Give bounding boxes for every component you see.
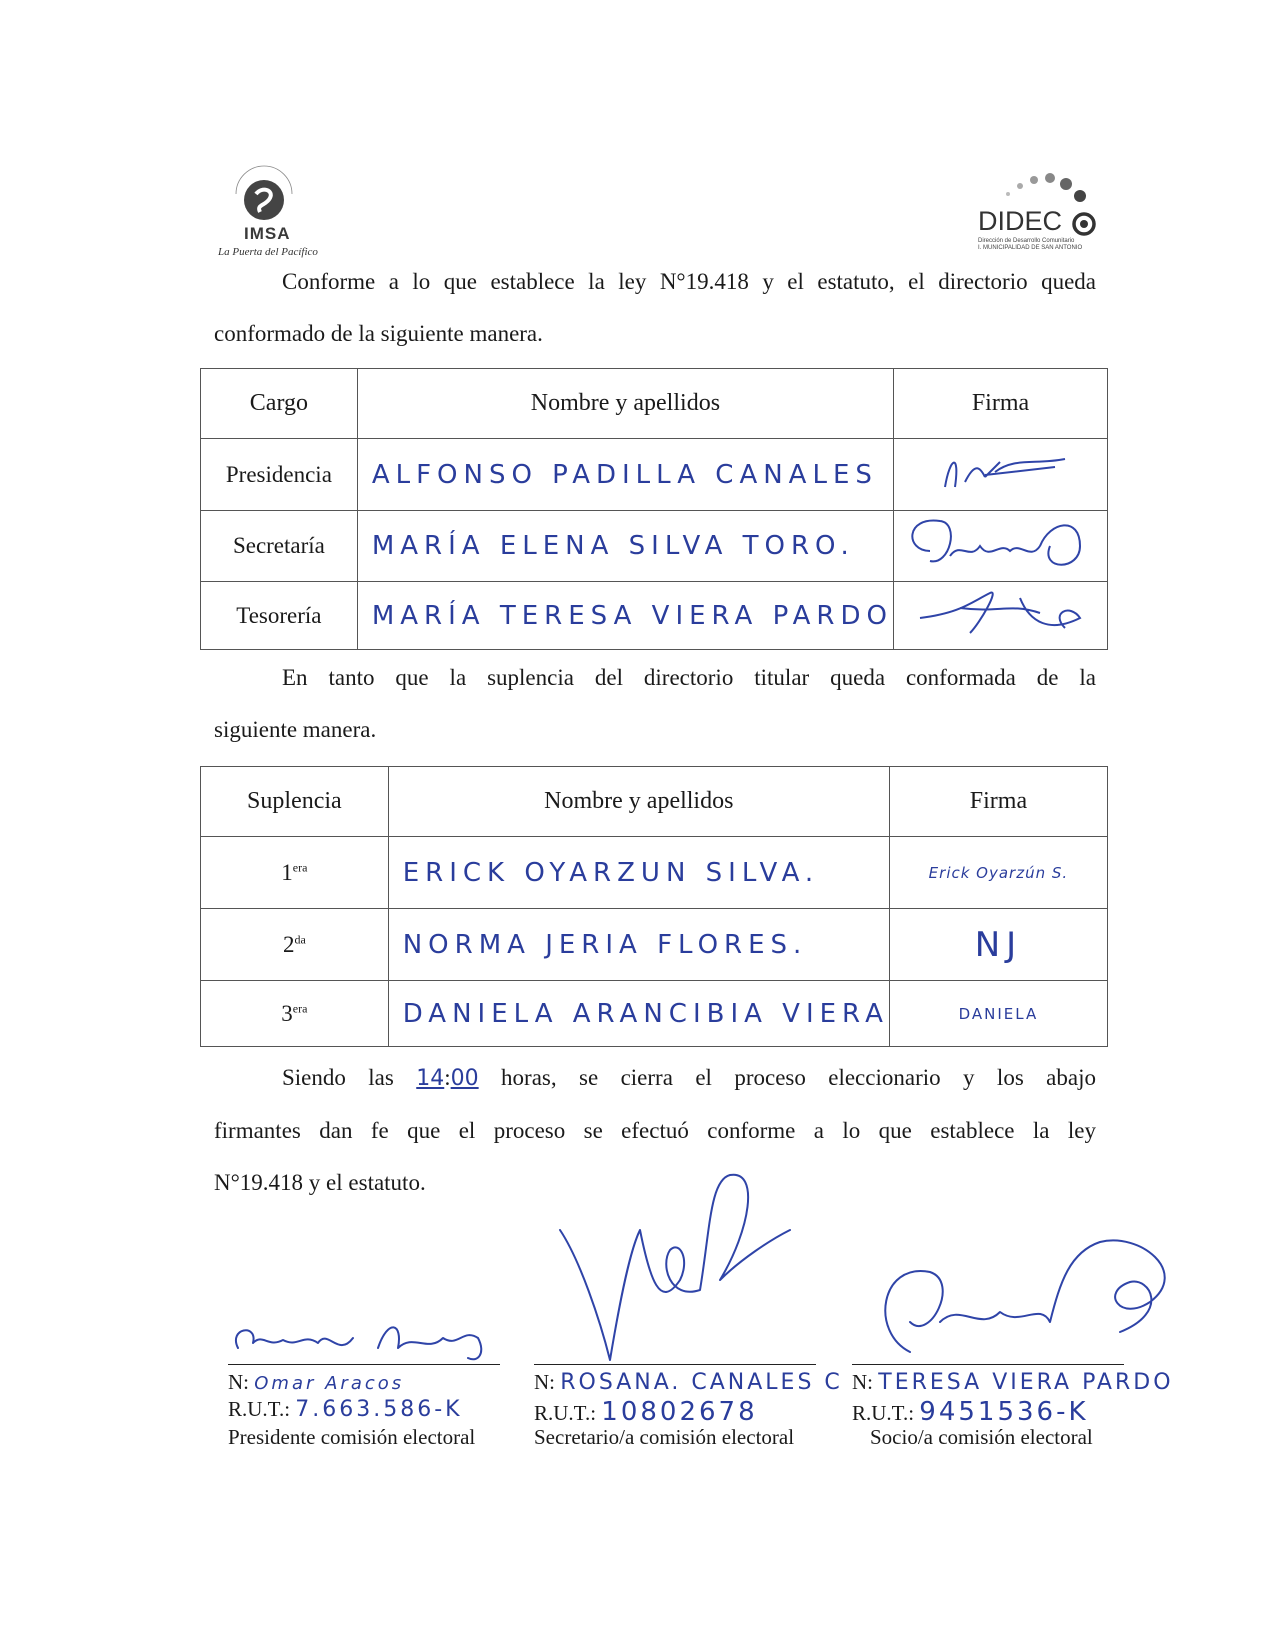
cierre-line-3: N°19.418 y el estatuto. <box>214 1170 426 1195</box>
suplencia-line-1: En tanto que la suplencia del directorio titular queda conformada de la <box>282 665 1096 690</box>
table-row <box>201 837 1108 909</box>
cierre-line-2: firmantes dan fe que el proceso se efectuó conforme a lo que establece la ley <box>214 1118 1096 1143</box>
firma-cell: Erick Oyarzún S. <box>889 837 1107 909</box>
signer-name: Omar Aracos <box>254 1373 405 1394</box>
signature-scribble <box>925 447 1075 497</box>
header-suplencia: Suplencia <box>201 767 389 837</box>
table-row <box>201 909 1108 981</box>
cargo-cell: Tesorería <box>201 582 358 650</box>
order-suffix: era <box>292 1000 308 1015</box>
cierre-post: horas, se cierra el proceso eleccionario y los abajo <box>501 1065 1096 1090</box>
signature-block-secretario <box>534 1364 843 1464</box>
imsa-name: IMSA <box>244 224 291 243</box>
name-row <box>228 1370 404 1395</box>
table-row <box>201 981 1108 1047</box>
rut-label: R.U.T.: <box>534 1401 597 1425</box>
directorio-table <box>200 368 1108 650</box>
rut-row <box>228 1397 463 1422</box>
suplencia-line-2: siguiente manera. <box>214 717 377 742</box>
rut-value: 10802678 <box>601 1397 758 1427</box>
signature-scribble <box>870 1232 1190 1372</box>
signature-scribble <box>900 511 1100 575</box>
firma-cell <box>893 582 1107 650</box>
dideco-name: DIDEC <box>978 206 1063 236</box>
n-label: N: <box>228 1370 249 1394</box>
nombre-cell: MARÍA ELENA SILVA TORO. <box>357 511 893 582</box>
header-nombre: Nombre y apellidos <box>357 369 893 439</box>
suplencia-order-cell <box>201 981 389 1047</box>
table-row <box>201 511 1108 582</box>
header-firma: Firma <box>889 767 1107 837</box>
dideco-o-icon <box>1072 212 1096 236</box>
suplencia-order-cell <box>201 837 389 909</box>
imsa-emblem-icon <box>232 164 296 228</box>
suplencia-paragraph <box>214 652 1096 756</box>
signature-line <box>852 1364 1124 1365</box>
nombre-cell: ERICK OYARZUN SILVA. <box>388 837 889 909</box>
header-nombre: Nombre y apellidos <box>388 767 889 837</box>
cierre-hour: 14 <box>416 1066 445 1091</box>
table-row <box>201 439 1108 511</box>
intro-paragraph <box>214 256 1096 360</box>
rut-value: 7.663.586-K <box>295 1397 463 1422</box>
firma-cell <box>893 439 1107 511</box>
role-label: Socio/a comisión electoral <box>870 1425 1093 1449</box>
imsa-tagline: La Puerta del Pacífico <box>218 246 318 258</box>
suplencia-table <box>200 766 1108 1047</box>
order-number: 2 <box>282 931 295 957</box>
nombre-cell: NORMA JERIA FLORES. <box>388 909 889 981</box>
signature-scribble <box>228 1318 498 1366</box>
dideco-dots-icon <box>1000 172 1090 202</box>
name-row <box>852 1370 1174 1395</box>
firma-cell: NJ <box>889 909 1107 981</box>
header-cargo: Cargo <box>201 369 358 439</box>
rut-row <box>534 1397 758 1427</box>
signature-block-socio <box>852 1364 1172 1464</box>
cierre-min: 00 <box>450 1066 479 1091</box>
nombre-cell: DANIELA ARANCIBIA VIERA <box>388 981 889 1047</box>
order-suffix: era <box>292 859 308 874</box>
cierre-pre: Siendo las <box>282 1065 394 1090</box>
directorio-header-row <box>201 369 1108 439</box>
intro-line-1: Conforme a lo que establece la ley N°19.418 y el estatuto, el directorio queda <box>282 269 1096 294</box>
intro-line-2: conformado de la siguiente manera. <box>214 321 543 346</box>
firma-cell: DANIELA <box>889 981 1107 1047</box>
rut-label: R.U.T.: <box>852 1401 915 1425</box>
role-label: Presidente comisión electoral <box>228 1425 476 1449</box>
role-label: Secretario/a comisión electoral <box>534 1425 795 1449</box>
cierre-sep: : <box>444 1065 451 1090</box>
table-row <box>201 582 1108 650</box>
dideco-subtitle-2: I. MUNICIPALIDAD DE SAN ANTONIO <box>978 245 1083 251</box>
firma-cell <box>893 511 1107 582</box>
header-firma: Firma <box>893 369 1107 439</box>
signature-line <box>228 1364 500 1365</box>
name-row <box>534 1370 843 1395</box>
suplencia-order-cell <box>201 909 389 981</box>
dideco-logo <box>970 172 1100 262</box>
nombre-cell: ALFONSO PADILLA CANALES <box>357 439 893 511</box>
rut-row <box>852 1397 1089 1427</box>
suplencia-header-row <box>201 767 1108 837</box>
order-suffix: da <box>294 931 306 946</box>
cargo-cell: Secretaría <box>201 511 358 582</box>
signer-name: ROSANA. CANALES C <box>560 1370 843 1395</box>
dideco-subtitle-1: Dirección de Desarrollo Comunitario <box>978 238 1075 244</box>
nombre-cell: MARÍA TERESA VIERA PARDO <box>357 582 893 650</box>
n-label: N: <box>852 1370 873 1394</box>
rut-value: 9451536-K <box>919 1397 1089 1427</box>
imsa-logo <box>214 150 334 260</box>
cargo-cell: Presidencia <box>201 439 358 511</box>
signature-scribble <box>540 1170 800 1370</box>
signature-scribble <box>900 583 1100 643</box>
signature-block-presidente <box>228 1318 508 1458</box>
cierre-line-1 <box>214 1052 1096 1105</box>
order-number: 1 <box>281 859 293 885</box>
signer-name: TERESA VIERA PARDO <box>878 1370 1174 1395</box>
signature-line <box>534 1364 816 1365</box>
n-label: N: <box>534 1370 555 1394</box>
rut-label: R.U.T.: <box>228 1397 291 1421</box>
order-number: 3 <box>281 1000 293 1026</box>
